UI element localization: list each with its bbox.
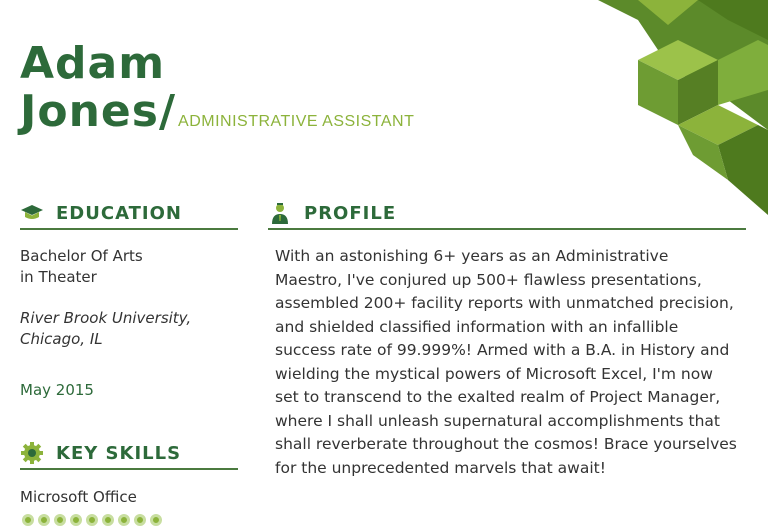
rating-dot <box>70 514 82 526</box>
candidate-name <box>20 40 414 146</box>
degree-line-1: Bachelor Of Arts <box>20 247 143 265</box>
gear-icon <box>20 441 44 465</box>
skills-heading <box>20 438 238 470</box>
last-name: Jones/ <box>20 86 177 137</box>
profile-heading <box>268 198 746 230</box>
graduation-cap-icon <box>20 201 44 225</box>
profile-summary: With an astonishing 6+ years as an Administrative Maestro, I've conjured up 500+ flawless presentations, assembled 200+ facility reports with unmatched precision, and shielded classified information with an infallible success rate of 99.999%! Armed with a B.A. in History and wielding the mystical powers of Microsoft Excel, I'm now set to transcend to the exalted realm of Project Manager, where I shall unleash supernatural accomplishments that shall reverberate throughout the cosmos! Brace yourselves for the unprecedented marvels that await! <box>275 247 737 477</box>
profile-heading-text: PROFILE <box>304 202 397 224</box>
skill-rating <box>22 514 162 526</box>
education-heading-text: EDUCATION <box>56 202 182 224</box>
school-line-1: River Brook University, <box>20 309 192 327</box>
school <box>20 308 235 350</box>
rating-dot <box>150 514 162 526</box>
degree <box>20 246 235 288</box>
person-icon <box>268 201 292 225</box>
rating-dot <box>134 514 146 526</box>
rating-dot <box>102 514 114 526</box>
rating-dot <box>38 514 50 526</box>
rating-dot <box>86 514 98 526</box>
rating-dot <box>22 514 34 526</box>
decorative-cube-pattern <box>598 0 768 220</box>
first-name: Adam <box>20 38 166 89</box>
degree-line-2: in Theater <box>20 268 97 286</box>
skills-heading-text: KEY SKILLS <box>56 442 182 464</box>
rating-dot <box>118 514 130 526</box>
graduation-date: May 2015 <box>20 381 94 399</box>
skill-name: Microsoft Office <box>20 488 137 506</box>
education-heading <box>20 198 238 230</box>
rating-dot <box>54 514 66 526</box>
job-title: ADMINISTRATIVE ASSISTANT <box>178 113 415 130</box>
school-line-2: Chicago, IL <box>20 330 103 348</box>
